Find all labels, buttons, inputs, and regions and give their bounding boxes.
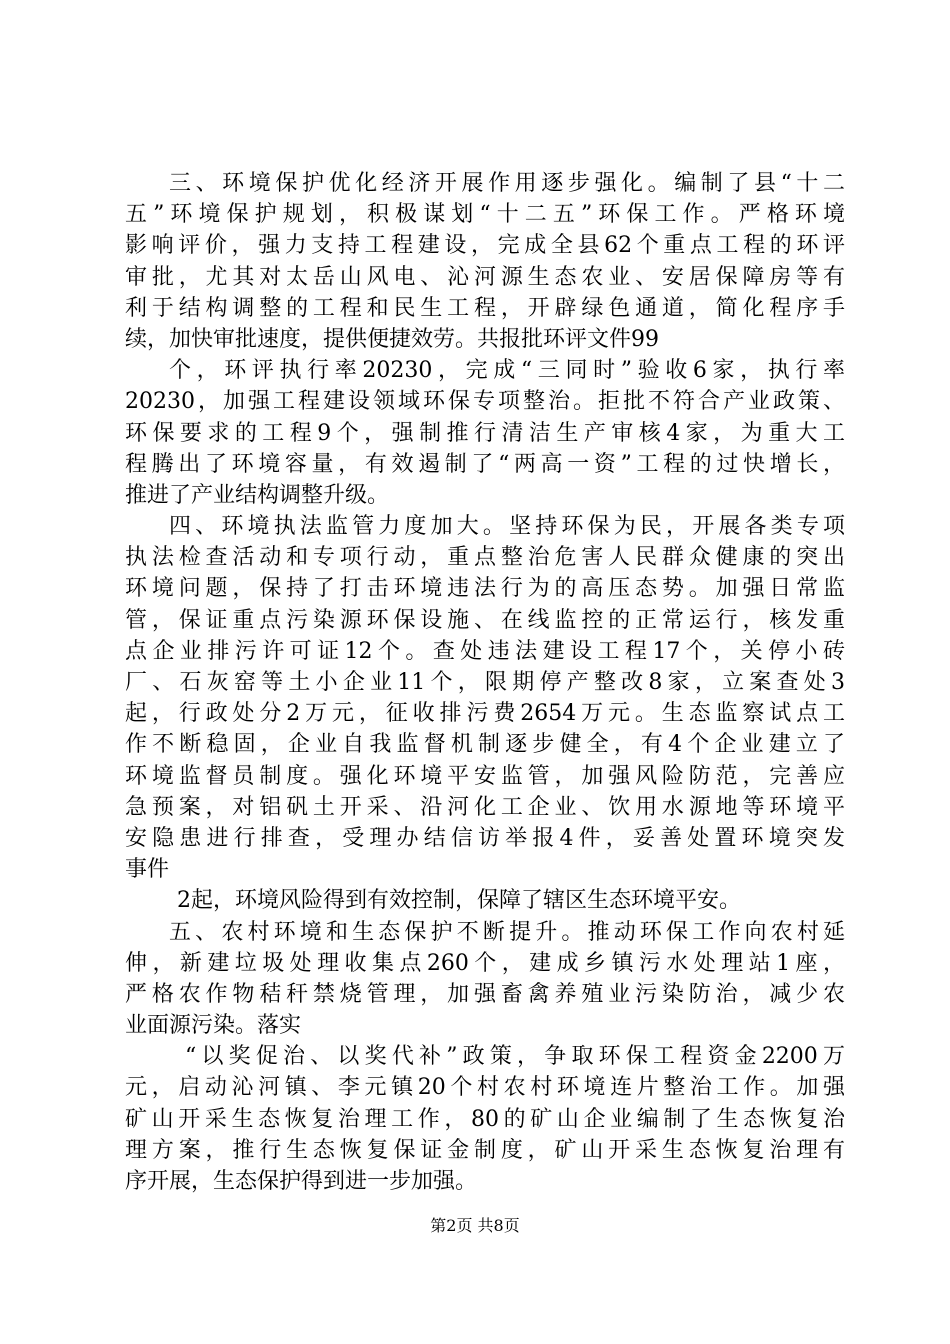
paragraph-4-line-4: 管，保证重点污染源环保设施、在线监控的正常运行，核发重 bbox=[125, 607, 845, 633]
paragraph-5-line-9: 序开展，生态保护得到进一步加强。 bbox=[125, 1169, 478, 1194]
paragraph-4-line-10: 急预案，对铝矾土开采、沿河化工企业、饮用水源地等环境平 bbox=[125, 794, 845, 820]
paragraph-4-line-12: 事件 bbox=[125, 857, 170, 883]
paragraph-4-line-11: 安隐患进行排查，受理办结信访举报4件，妥善处置环境突发 bbox=[125, 825, 845, 851]
paragraph-4-line-5: 点企业排污许可证12个。查处违法建设工程17个，关停小砖 bbox=[125, 638, 845, 664]
paragraph-4-line-1: 四、环境执法监管力度加大。坚持环保为民，开展各类专项 bbox=[169, 514, 845, 540]
paragraph-3-line-1: 三、环境保护优化经济开展作用逐步强化。编制了县“十二 bbox=[169, 171, 845, 196]
paragraph-3-line-8: 20230，加强工程建设领域环保专项整治。拒批不符合产业政策、 bbox=[125, 389, 845, 415]
paragraph-4-line-2: 执法检查活动和专项行动，重点整治危害人民群众健康的突出 bbox=[125, 545, 845, 571]
paragraph-4-line-3: 环境问题，保持了打击环境违法行为的高压态势。加强日常监 bbox=[125, 576, 845, 602]
paragraph-5-line-4: 业面源污染。落实 bbox=[125, 1013, 302, 1039]
paragraph-3-line-9: 环保要求的工程9个，强制推行清洁生产审核4家，为重大工 bbox=[125, 420, 845, 446]
paragraph-3-line-4: 审批，尤其对太岳山风电、沁河源生态农业、安居保障房等有 bbox=[125, 264, 845, 290]
paragraph-5-line-7: 矿山开采生态恢复治理工作，80的矿山企业编制了生态恢复治 bbox=[125, 1106, 845, 1132]
paragraph-4-line-9: 环境监督员制度。强化环境平安监管，加强风险防范，完善应 bbox=[125, 763, 845, 789]
paragraph-3-line-3: 影响评价，强力支持工程建设，完成全县62个重点工程的环评 bbox=[125, 233, 845, 259]
paragraph-5-line-5: “以奖促治、以奖代补”政策，争取环保工程资金2200万 bbox=[185, 1044, 845, 1070]
paragraph-4-line-7: 起，行政处分2万元，征收排污费2654万元。生态监察试点工 bbox=[125, 701, 845, 727]
paragraph-4-line-13: 2起，环境风险得到有效控制，保障了辖区生态环境平安。 bbox=[177, 888, 741, 914]
paragraph-3-line-10: 程腾出了环境容量，有效遏制了“两高一资”工程的过快增长， bbox=[125, 451, 845, 477]
page-number-footer: 第2页 共8页 bbox=[430, 1216, 520, 1235]
paragraph-3-line-7: 个，环评执行率20230，完成“三同时”验收6家，执行率 bbox=[169, 358, 845, 384]
paragraph-4-line-8: 作不断稳固，企业自我监督机制逐步健全，有4个企业建立了 bbox=[125, 732, 845, 758]
paragraph-5-line-6: 元，启动沁河镇、李元镇20个村农村环境连片整治工作。加强 bbox=[125, 1075, 845, 1101]
paragraph-3-line-2: 五”环境保护规划，积极谋划“十二五”环保工作。严格环境 bbox=[125, 202, 845, 228]
paragraph-3-line-6: 续，加快审批速度，提供便捷效劳。共报批环评文件99 bbox=[125, 326, 659, 352]
paragraph-5-line-2: 伸，新建垃圾处理收集点260个，建成乡镇污水处理站1座， bbox=[125, 950, 845, 976]
paragraph-5-line-3: 严格农作物秸秆禁烧管理，加强畜禽养殖业污染防治，减少农 bbox=[125, 981, 845, 1007]
paragraph-3-line-5: 利于结构调整的工程和民生工程，开辟绿色通道，简化程序手 bbox=[125, 295, 845, 321]
paragraph-5-line-8: 理方案，推行生态恢复保证金制度，矿山开采生态恢复治理有 bbox=[125, 1137, 845, 1163]
paragraph-3-line-11: 推进了产业结构调整升级。 bbox=[125, 482, 390, 508]
document-body bbox=[125, 168, 845, 1197]
paragraph-4-line-6: 厂、石灰窑等土小企业11个，限期停产整改8家，立案查处3 bbox=[125, 670, 845, 695]
paragraph-5-line-1: 五、农村环境和生态保护不断提升。推动环保工作向农村延 bbox=[169, 919, 845, 945]
